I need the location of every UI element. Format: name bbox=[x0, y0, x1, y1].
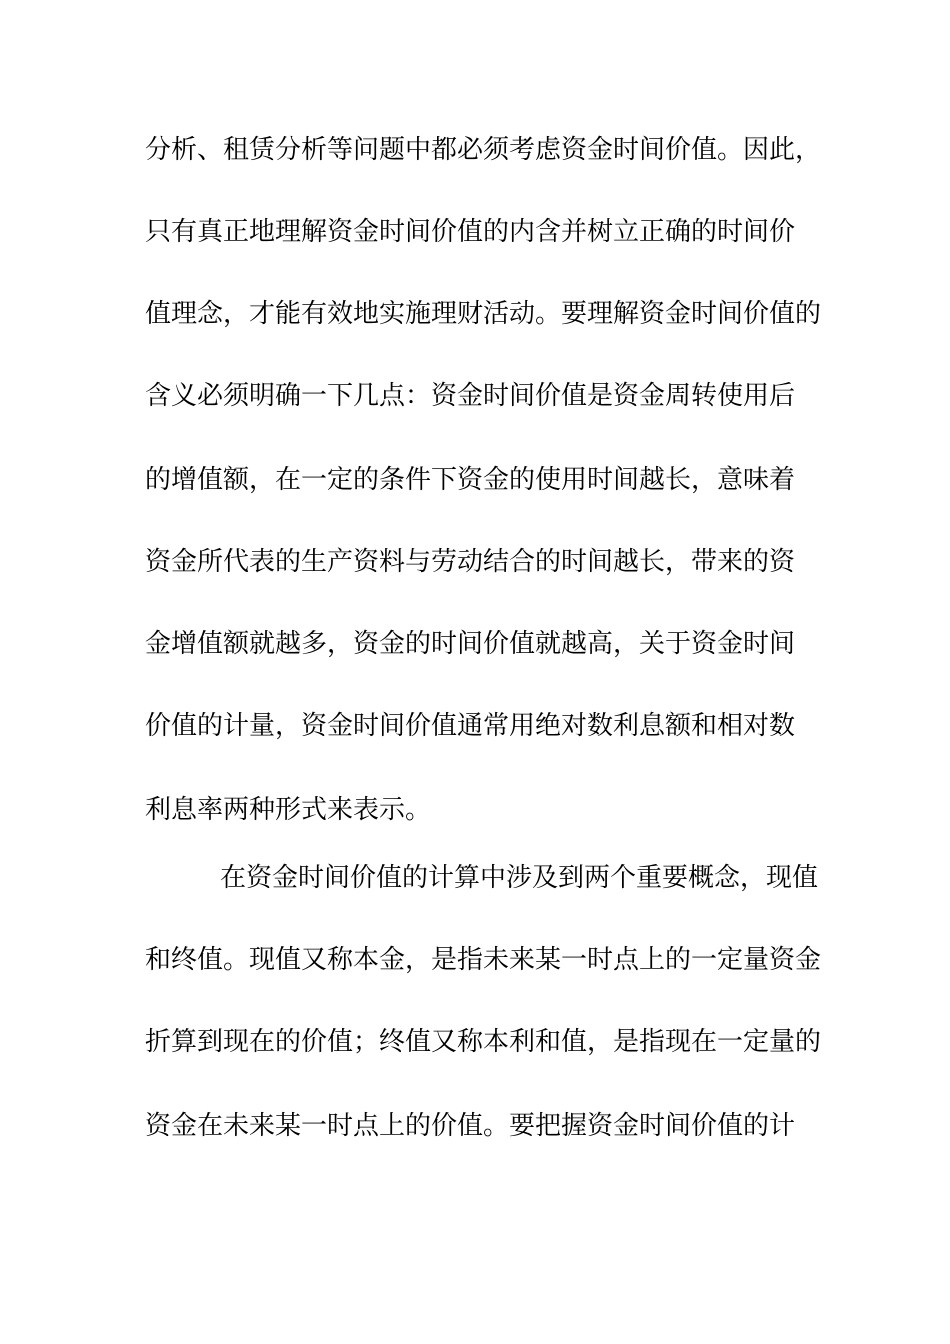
text-line: 值理念，才能有效地实施理财活动。要理解资金时间价值的 bbox=[145, 299, 822, 329]
text-line-indented: 在资金时间价值的计算中涉及到两个重要概念，现值 bbox=[220, 863, 819, 893]
text-line: 资金所代表的生产资料与劳动结合的时间越长，带来的资 bbox=[145, 547, 796, 577]
text-line: 分析、租赁分析等问题中都必须考虑资金时间价值。因此， bbox=[145, 135, 822, 165]
text-line: 资金在未来某一时点上的价值。要把握资金时间价值的计 bbox=[145, 1111, 796, 1141]
text-line: 和终值。现值又称本金，是指未来某一时点上的一定量资金 bbox=[145, 945, 822, 975]
text-line: 含义必须明确一下几点：资金时间价值是资金周转使用后 bbox=[145, 381, 796, 411]
text-line: 金增值额就越多，资金的时间价值就越高，关于资金时间 bbox=[145, 629, 796, 659]
text-line: 价值的计量，资金时间价值通常用绝对数利息额和相对数 bbox=[145, 711, 796, 741]
text-line: 的增值额，在一定的条件下资金的使用时间越长，意味着 bbox=[145, 465, 796, 495]
text-line: 利息率两种形式来表示。 bbox=[145, 795, 432, 825]
text-line: 折算到现在的价值；终值又称本利和值，是指现在一定量的 bbox=[145, 1027, 822, 1057]
text-line: 只有真正地理解资金时间价值的内含并树立正确的时间价 bbox=[145, 217, 796, 247]
